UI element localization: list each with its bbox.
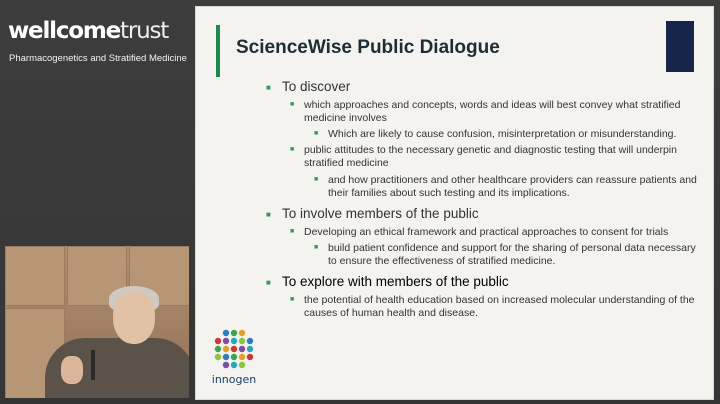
title-accent-bar xyxy=(216,25,220,77)
bullet-text: which approaches and concepts, words and ideas will best convey what stratified medicine involves xyxy=(304,98,681,124)
square-bullet-icon: ■ xyxy=(290,227,295,235)
bullet-text: Developing an ethical framework and practical approaches to consent for trials xyxy=(304,225,669,238)
logo-dot xyxy=(247,338,253,344)
bullet-level-2 xyxy=(290,144,702,170)
slide-bullet-list xyxy=(266,73,702,320)
square-bullet-icon: ■ xyxy=(266,83,271,92)
logo-dot xyxy=(223,362,229,368)
bullet-level-1 xyxy=(266,79,702,96)
bullet-level-1 xyxy=(266,205,702,223)
logo-dot xyxy=(231,362,237,368)
logo-dot xyxy=(215,346,221,352)
logo-dot xyxy=(223,346,229,352)
brand-name-light: trust xyxy=(120,18,169,44)
bullet-level-1 xyxy=(266,274,702,291)
square-bullet-icon: ■ xyxy=(290,295,295,303)
bullet-level-2 xyxy=(290,98,702,125)
bullet-level-3 xyxy=(314,173,702,200)
bullet-text: build patient confidence and support for the sharing of personal data necessary to ensure the effectiveness of stratified medicine. xyxy=(328,241,696,267)
logo-dot xyxy=(215,354,221,360)
bullet-text: the potential of health education based on increased molecular understanding of the causes of human health and disease. xyxy=(304,293,695,319)
logo-dot xyxy=(247,354,253,360)
square-bullet-icon: ■ xyxy=(290,100,295,108)
bullet-text: public attitudes to the necessary genetic and diagnostic testing that will underpin stratified medicine xyxy=(304,144,677,170)
logo-dot xyxy=(239,346,245,352)
logo-dot xyxy=(247,346,253,352)
slide-title: ScienceWise Public Dialogue xyxy=(236,37,500,58)
logo-dot xyxy=(231,338,237,344)
wellcome-trust-logo xyxy=(8,20,168,43)
logo-dot xyxy=(239,330,245,336)
speaker-video xyxy=(5,246,189,398)
logo-dot xyxy=(223,338,229,344)
presentation-slide xyxy=(195,6,714,400)
logo-dot xyxy=(215,338,221,344)
bullet-text: To explore with members of the public xyxy=(282,274,509,289)
innogen-logo xyxy=(206,327,262,395)
square-bullet-icon: ■ xyxy=(266,278,271,287)
logo-dot xyxy=(239,338,245,344)
corner-block xyxy=(666,21,694,72)
bullet-level-2 xyxy=(290,293,702,320)
speaker-head xyxy=(113,292,155,344)
square-bullet-icon: ■ xyxy=(290,146,295,154)
bullet-text: and how practitioners and other healthcare providers can reassure patients and their families about such testing and its implications. xyxy=(328,173,697,199)
square-bullet-icon: ■ xyxy=(266,209,271,219)
logo-dot xyxy=(223,330,229,336)
logo-dot xyxy=(231,346,237,352)
bullet-level-3 xyxy=(314,128,702,141)
logo-dot xyxy=(239,362,245,368)
logo-dot xyxy=(231,330,237,336)
bullet-text: To involve members of the public xyxy=(282,205,479,221)
bullet-level-2 xyxy=(290,225,702,239)
bullet-text: Which are likely to cause confusion, misinterpretation or misunderstanding. xyxy=(328,128,677,141)
square-bullet-icon: ■ xyxy=(314,130,319,138)
logo-dot xyxy=(231,354,237,360)
brand-name-bold: wellcome xyxy=(8,18,121,44)
wall-panel xyxy=(5,246,65,306)
logo-dot xyxy=(239,354,245,360)
square-bullet-icon: ■ xyxy=(314,243,319,251)
innogen-logo-mark xyxy=(206,327,262,373)
logo-dot xyxy=(223,354,229,360)
bullet-text: To discover xyxy=(282,79,351,94)
innogen-logo-text: innogen xyxy=(211,373,257,386)
speaker-hand xyxy=(61,356,83,384)
bullet-level-3 xyxy=(314,241,702,268)
event-subtitle: Pharmacogenetics and Stratified Medicine xyxy=(9,53,187,64)
square-bullet-icon: ■ xyxy=(314,175,319,183)
microphone xyxy=(91,350,95,380)
